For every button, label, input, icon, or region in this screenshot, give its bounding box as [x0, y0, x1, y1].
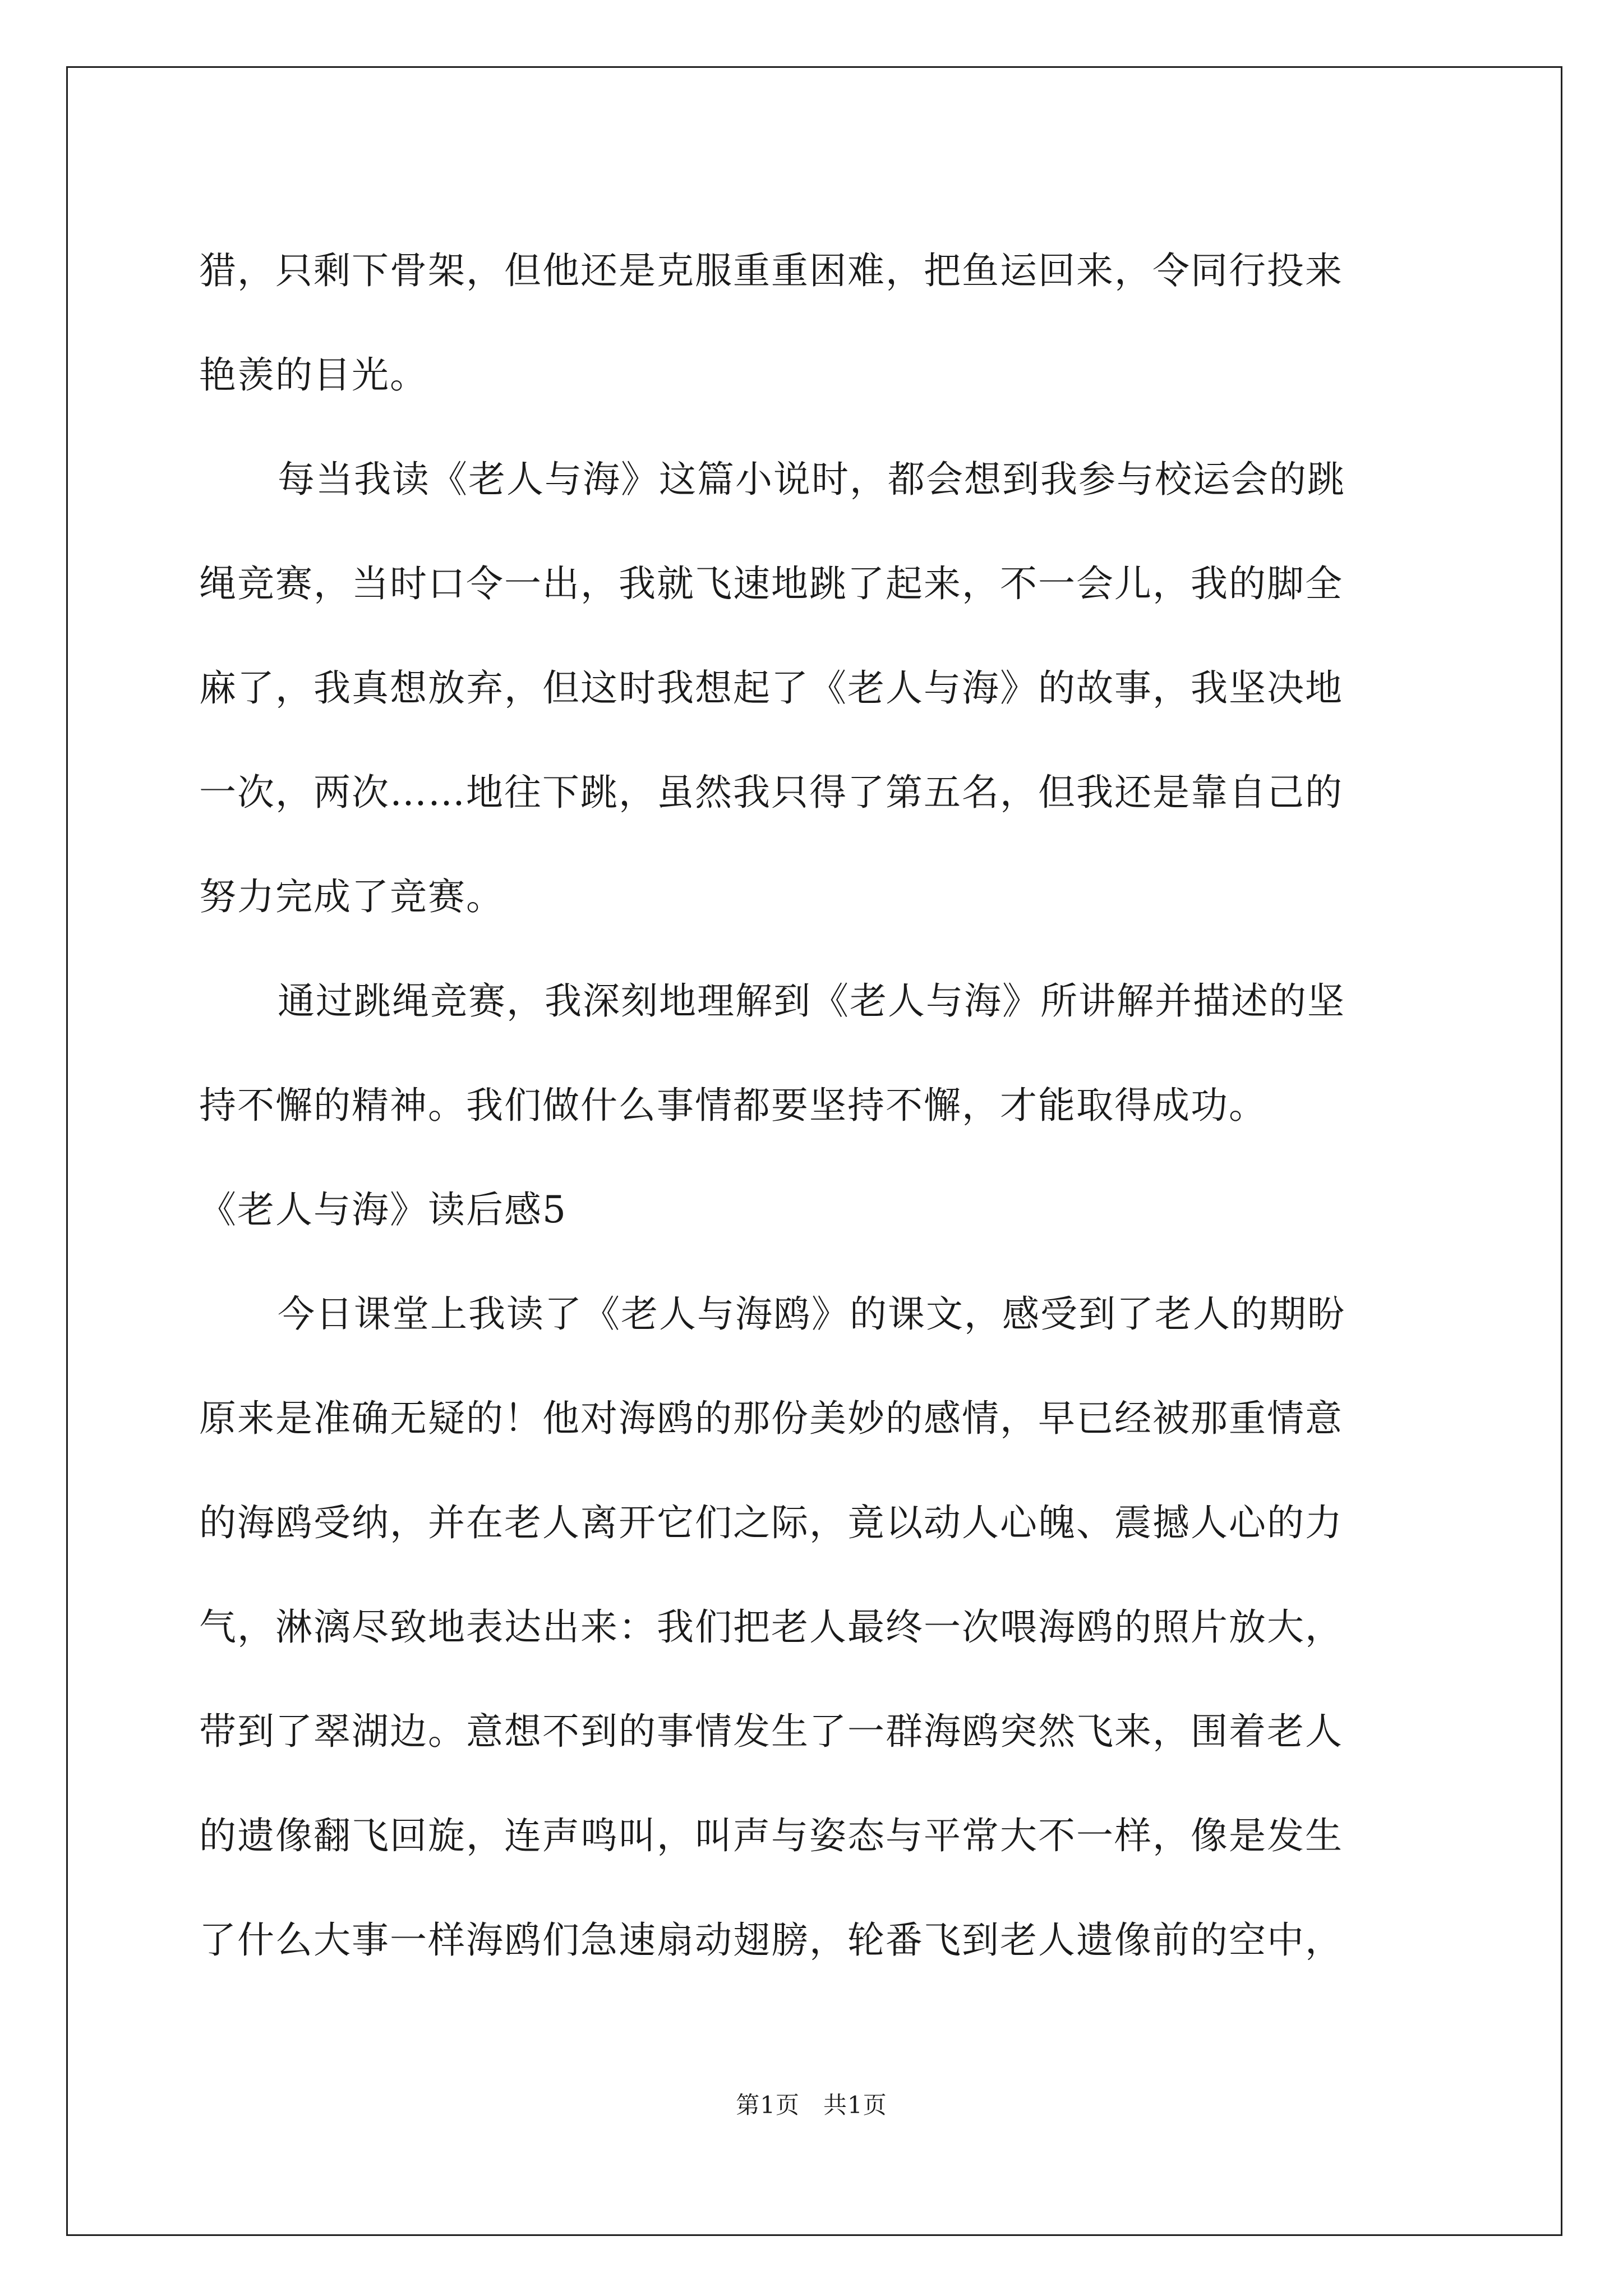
text-line: 了什么大事一样海鸥们急速扇动翅膀，轮番飞到老人遗像前的空中， [199, 1918, 1343, 1962]
text-line: 带到了翠湖边。意想不到的事情发生了一群海鸥突然飞来，围着老人 [199, 1710, 1343, 1753]
section-heading: 《老人与海》读后感5 [199, 1188, 567, 1231]
text-line: 一次，两次……地往下跳，虽然我只得了第五名，但我还是靠自己的 [199, 771, 1343, 814]
text-line: 猎，只剩下骨架，但他还是克服重重困难，把鱼运回来，令同行投来 [199, 249, 1343, 292]
paragraph-start-line: 每当我读《老人与海》这篇小说时，都会想到我参与校运会的跳 [278, 458, 1345, 501]
document-body [199, 219, 1433, 1993]
page-number: 第1页 [736, 2091, 800, 2119]
text-line: 持不懈的精神。我们做什么事情都要坚持不懈，才能取得成功。 [199, 1084, 1267, 1127]
text-line: 绳竞赛，当时口令一出，我就飞速地跳了起来，不一会儿，我的脚全 [199, 562, 1343, 605]
text-line: 原来是准确无疑的！他对海鸥的那份美妙的感情，早已经被那重情意 [199, 1397, 1343, 1440]
page-total: 共1页 [823, 2091, 887, 2119]
text-line: 努力完成了竞赛。 [199, 875, 504, 918]
text-line: 气，淋漓尽致地表达出来：我们把老人最终一次喂海鸥的照片放大， [199, 1605, 1343, 1649]
text-line: 麻了，我真想放弃，但这时我想起了《老人与海》的故事，我坚决地 [199, 666, 1343, 710]
paragraph-start-line: 通过跳绳竞赛，我深刻地理解到《老人与海》所讲解并描述的坚 [278, 979, 1345, 1023]
text-line: 的遗像翻飞回旋，连声鸣叫，叫声与姿态与平常大不一样，像是发生 [199, 1814, 1343, 1857]
page-footer [0, 2087, 1623, 2120]
text-line: 艳羡的目光。 [199, 353, 428, 397]
paragraph-start-line: 今日课堂上我读了《老人与海鸥》的课文，感受到了老人的期盼 [278, 1292, 1345, 1336]
text-line: 的海鸥受纳，并在老人离开它们之际，竟以动人心魄、震撼人心的力 [199, 1501, 1343, 1544]
